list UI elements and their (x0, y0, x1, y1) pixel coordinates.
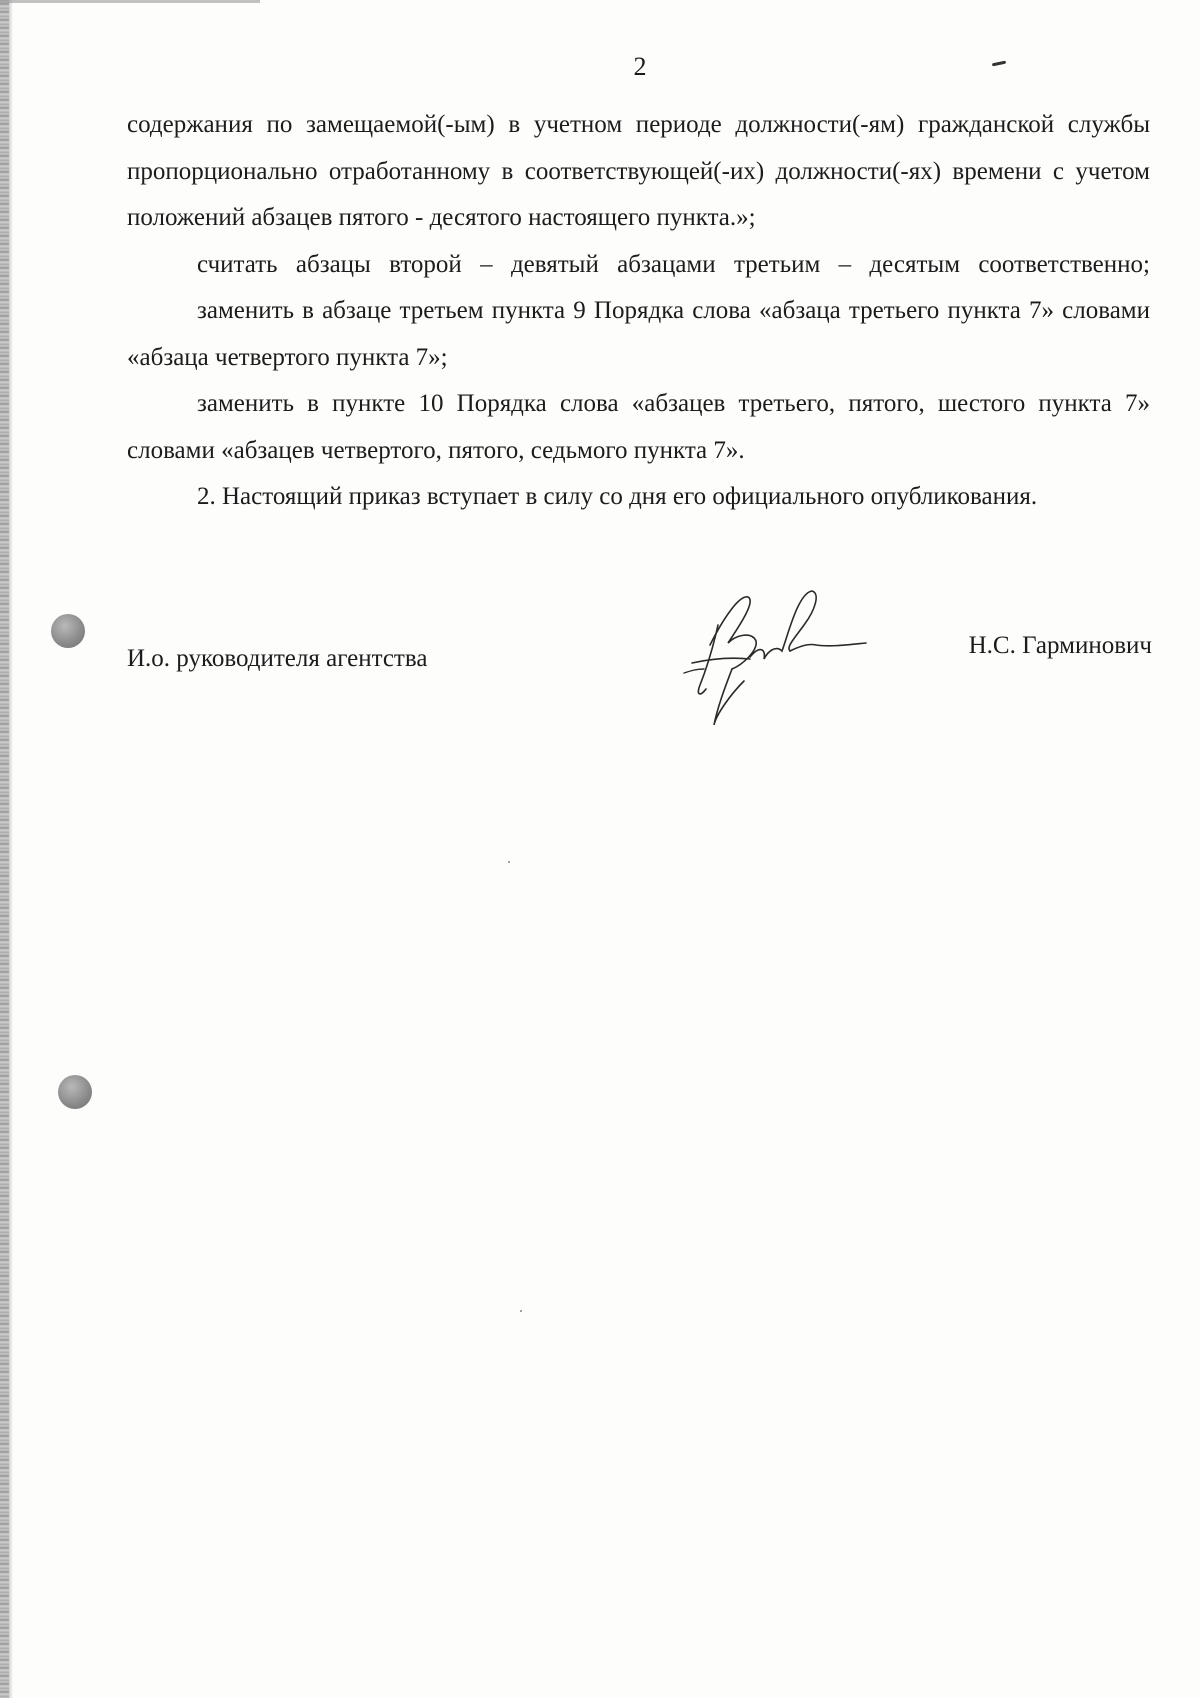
body-paragraph: заменить в пункте 10 Порядка слова «абзацев третьего, пятого, шестого пункта 7» словами «абзацев четвертого, пятого, седьмого пункта 7». (127, 390, 1150, 464)
punch-hole (51, 614, 85, 648)
pen-mark (992, 61, 1006, 67)
signatory-name: Н.С. Гарминович (968, 632, 1152, 659)
scan-top-line (0, 0, 260, 3)
scan-edge-shadow (9, 0, 13, 1698)
scan-speck (508, 861, 510, 863)
body-paragraph: содержания по замещаемой(-ым) в учетном периоде должности(-ям) гражданской службы пропорционально отработанному в соответствующей(-их) должности(-ях) времени с учетом положений абзацев пятого - десятого настоящего пункта.»; (127, 111, 1150, 231)
scan-edge-artifact (0, 0, 9, 1698)
page-number: 2 (633, 52, 647, 81)
body-paragraph: 2. Настоящий приказ вступает в силу со дня его официального опубликования. (197, 483, 1038, 510)
body-paragraph: считать абзацы второй – девятый абзацами третьим – десятым соответственно; (197, 250, 1150, 278)
punch-hole (58, 1075, 92, 1109)
scan-speck (520, 1310, 522, 1312)
signatory-title: И.о. руководителя агентства (127, 645, 428, 672)
handwritten-signature (670, 585, 880, 735)
document-body (127, 102, 1150, 521)
body-paragraph: заменить в абзаце третьем пункта 9 Порядка слова «абзаца третьего пункта 7» словами «абзаца четвертого пункта 7»; (127, 297, 1150, 371)
